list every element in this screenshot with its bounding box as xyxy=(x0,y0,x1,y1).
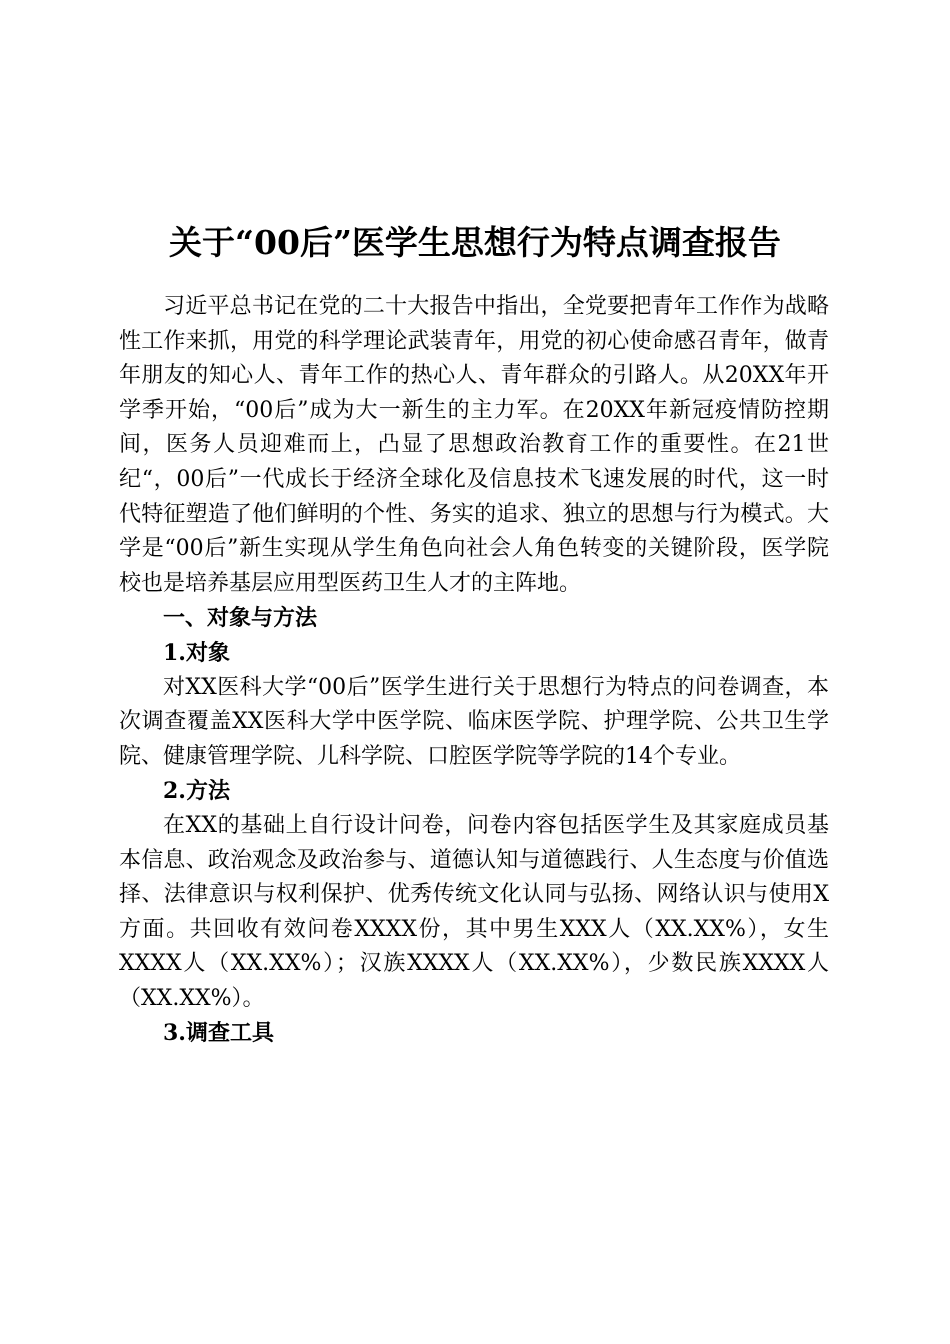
subheading-survey-tools: 3.调查工具 xyxy=(163,1020,274,1047)
objects-paragraph: 对XX医科大学“00后”医学生进行关于思想行为特点的问卷调查，本次调查覆盖XX医科大学中医学院、临床医学院、护理学院、公共卫生学院、健康管理学院、儿科学院、口腔医学院等学院的14个专业。 xyxy=(119,674,829,769)
intro-paragraph: 习近平总书记在党的二十大报告中指出，全党要把青年工作作为战略性工作来抓，用党的科学理论武装青年，用党的初心使命感召青年，做青年朋友的知心人、青年工作的热心人、青年群众的引路人。从20XX年开学季开始，“00后”成为大一新生的主力军。在20XX年新冠疫情防控期间，医务人员迎难而上，凸显了思想政治教育工作的重要性。在21世纪“，00后”一代成长于经济全球化及信息技术飞速发展的时代，这一时代特征塑造了他们鲜明的个性、务实的追求、独立的思想与行为模式。大学是“00后”新生实现从学生角色向社会人角色转变的关键阶段，医学院校也是培养基层应用型医药卫生人才的主阵地。 xyxy=(119,294,829,596)
subheading-objects: 1.对象 xyxy=(163,639,230,666)
methods-paragraph: 在XX的基础上自行设计问卷，问卷内容包括医学生及其家庭成员基本信息、政治观念及政治参与、道德认知与道德践行、人生态度与价值选择、法律意识与权利保护、优秀传统文化认同与弘扬、网络认识与使用X方面。共回收有效问卷XXXX份，其中男生XXX人（XX.XX%），女生XXXX人（XX.XX%）；汉族XXXX人（XX.XX%），少数民族XXXX人（XX.XX%）。 xyxy=(119,812,829,1011)
section-heading-objects-methods: 一、对象与方法 xyxy=(163,605,318,632)
document-body xyxy=(119,290,829,1051)
subheading-methods: 2.方法 xyxy=(163,778,230,805)
document-title: 关于“00后”医学生思想行为特点调查报告 xyxy=(169,223,781,263)
